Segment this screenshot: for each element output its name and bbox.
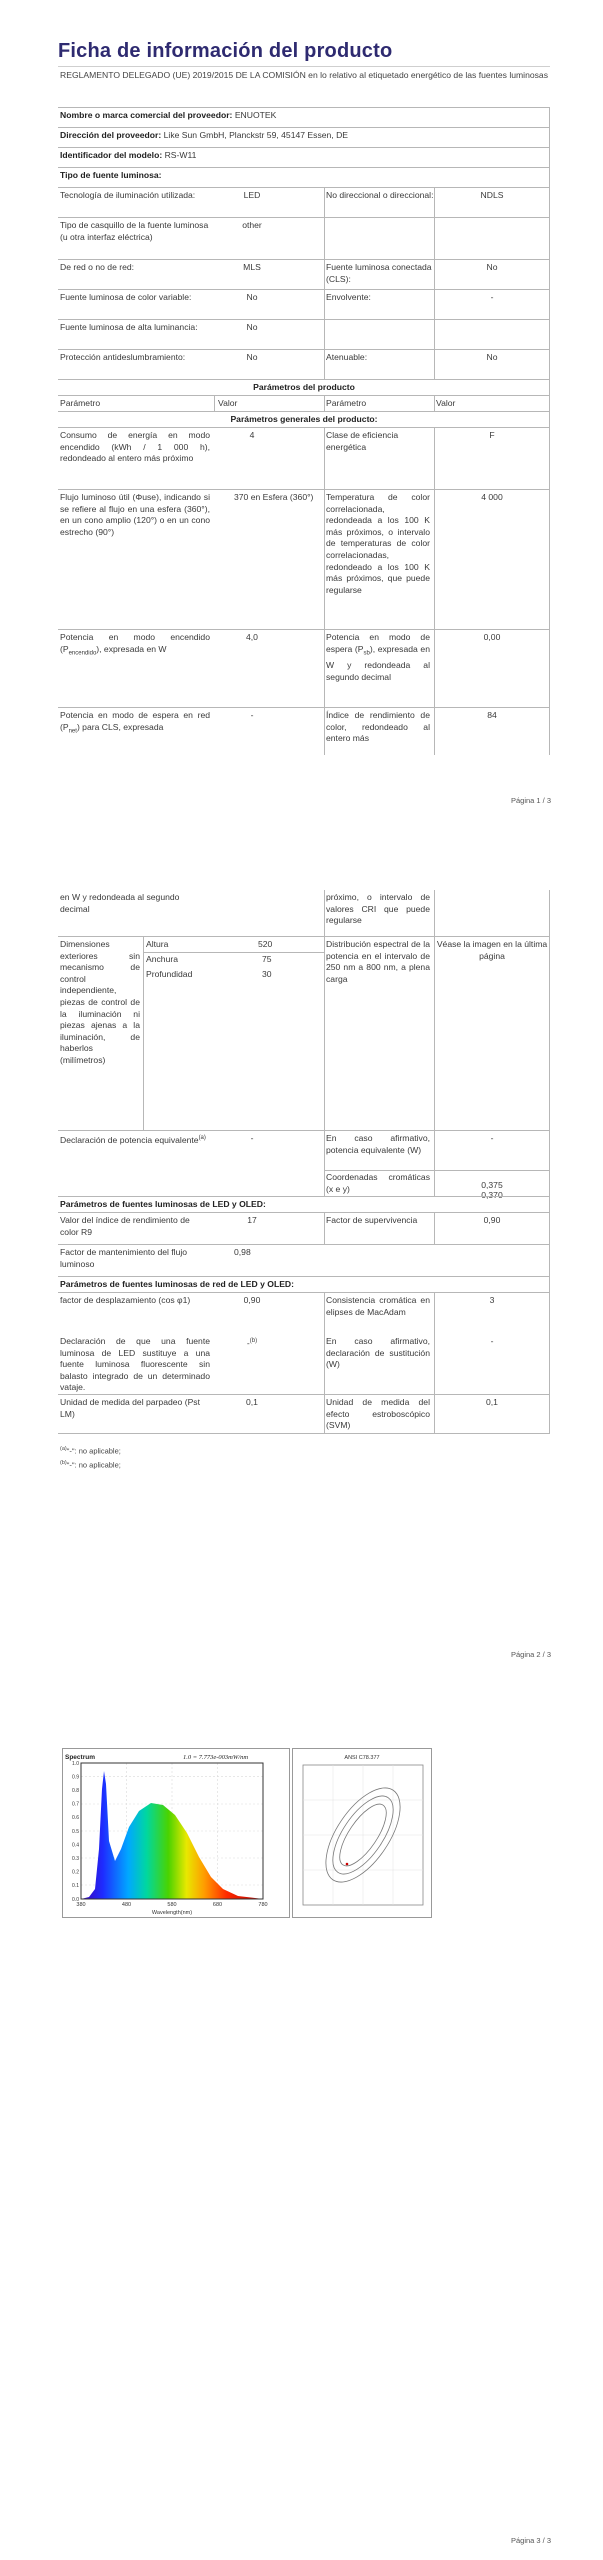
title-divider (58, 66, 550, 67)
regulation-text: REGLAMENTO DELEGADO (UE) 2019/2015 DE LA COMISIÓN en lo relativo al etiquetado energético de las fuentes luminosas (60, 70, 549, 80)
on-power-label-b: ), expresada en W (96, 643, 167, 654)
table-right-border (549, 107, 550, 755)
spectrum-x-ticks (76, 1902, 267, 1908)
on-power-label (60, 632, 210, 660)
column-divider (434, 1292, 435, 1434)
color-tunable-row (58, 289, 550, 319)
directional-label: No direccional o direccional: (326, 190, 434, 200)
color-tunable-value: No (246, 292, 258, 302)
on-power-label-a: Potencia en modo encendido (P (60, 632, 210, 654)
net-power-label-b: ) para CLS, expresada (76, 721, 164, 732)
column-divider (324, 187, 325, 379)
standby-power-value: 0,00 (483, 632, 501, 642)
cap-type-label (60, 220, 218, 243)
supplier-address-row (58, 127, 550, 147)
supplier-name-row (58, 107, 550, 127)
equivalent-power-w-value: - (490, 1133, 494, 1143)
technology-label: Tecnología de iluminación utilizada: (60, 190, 196, 200)
model-label: Identificador del modelo: (60, 150, 163, 160)
supplier-address-label: Dirección del proveedor: (60, 130, 162, 140)
efficiency-class-value: F (489, 430, 495, 440)
net-power-label (60, 710, 210, 738)
spectrum-formula: 1.0 = 7.773e-003mW/nm (183, 1754, 249, 1761)
footnote-b-mark: (b) (60, 1460, 67, 1466)
column-divider (214, 395, 215, 411)
flux-value: 370 en Esfera (360°) (234, 492, 314, 502)
equivalent-power-label-text: Declaración de potencia equivalente (60, 1134, 199, 1145)
y-tick-label: 0.1 (72, 1883, 79, 1890)
column-divider (324, 427, 325, 755)
footnote-a-text: "-": no aplicable; (66, 1446, 121, 1456)
led-header: Parámetros de fuentes luminosas de LED y OLED: (60, 1199, 266, 1209)
x-tick-label: 780 (258, 1902, 268, 1908)
displacement-row (58, 1292, 550, 1334)
cap-type-label-main: Tipo de casquillo de la fuente luminosa (60, 220, 209, 230)
width-label: Anchura (146, 954, 179, 964)
mains-led-header: Parámetros de fuentes luminosas de red de LED y OLED: (60, 1279, 295, 1289)
width-value: 75 (262, 954, 272, 964)
net-power-value: - (250, 710, 254, 720)
continued-row (58, 890, 550, 936)
chromaticity-diagram (292, 1748, 432, 1918)
mains-label: De red o no de red: (60, 262, 135, 272)
envelope-label: Envolvente: (326, 292, 371, 302)
maintenance-value: 0,98 (234, 1247, 251, 1257)
high-luminance-row (58, 319, 550, 349)
params-header: Parámetros del producto (253, 382, 355, 392)
page-number-1: Página 1 / 3 (510, 796, 551, 805)
column-divider (143, 937, 144, 1131)
spectrum-svg (63, 1749, 289, 1917)
mains-value: MLS (243, 262, 261, 272)
x-tick-label: 680 (212, 1902, 223, 1908)
chromaticity-row (58, 1170, 550, 1200)
page-3 (0, 1690, 603, 2560)
column-divider (434, 395, 435, 411)
r9-row (58, 1212, 550, 1244)
depth-label: Profundidad (146, 969, 193, 979)
spectral-distribution-value: Véase la imagen en la última página (436, 939, 548, 961)
color-consistency-label: Consistencia cromática en elipses de MacAdam (326, 1295, 430, 1317)
footnote-a (60, 1446, 121, 1456)
footnote-b-ref: (b) (249, 1338, 258, 1344)
footnote-a-mark: (a) (60, 1446, 67, 1452)
general-header: Parámetros generales del producto: (230, 414, 378, 424)
replacement-row (58, 1334, 550, 1394)
net-power-row (58, 707, 550, 755)
flicker-value: 0,1 (246, 1397, 258, 1407)
net-power-label-continued: en W y redondeada al segundo decimal (60, 892, 180, 914)
column-headers-row (58, 395, 550, 411)
cap-type-row (58, 217, 550, 259)
equivalent-power-value: - (250, 1133, 254, 1143)
net-power-label-sub: net (68, 728, 77, 735)
y-tick-label: 0.3 (72, 1856, 79, 1862)
model-row (58, 147, 550, 167)
anti-glare-row (58, 349, 550, 379)
y-tick-label: 0.9 (72, 1774, 79, 1781)
supplier-name-value: ENUOTEK (234, 110, 277, 120)
chromaticity-svg (293, 1749, 431, 1917)
mains-row (58, 259, 550, 289)
column-divider (434, 890, 435, 1196)
r9-label: Valor del índice de rendimiento de color R9 (60, 1215, 190, 1237)
technology-row (58, 187, 550, 217)
stroboscopic-value: 0,1 (486, 1397, 498, 1407)
dimensions-row (58, 936, 550, 1130)
net-power-label-a: Potencia en modo de espera en red (P (60, 710, 210, 732)
spectrum-chart (62, 1748, 290, 1918)
sub-row-divider (324, 1170, 550, 1171)
power-row (58, 629, 550, 707)
column-divider (324, 1212, 325, 1244)
cls-value: No (486, 262, 498, 272)
general-header-row (58, 411, 550, 427)
displacement-value: 0,90 (243, 1295, 261, 1305)
y-tick-label: 0.7 (72, 1801, 79, 1808)
supplier-name-label: Nombre o marca comercial del proveedor: (60, 110, 233, 120)
chromaticity-coords-label: Coordenadas cromáticas (x e y) (326, 1172, 430, 1194)
survival-factor-label: Factor de supervivencia (326, 1215, 418, 1225)
height-value: 520 (258, 939, 273, 949)
cap-type-label-sub: (u otra interfaz eléctrica) (60, 231, 153, 242)
col-param-2: Parámetro (326, 398, 367, 408)
energy-value: 4 (249, 430, 255, 440)
equivalent-power-w-label: En caso afirmativo, potencia equivalente (W) (326, 1133, 430, 1155)
column-divider (324, 395, 325, 411)
flicker-label: Unidad de medida del parpadeo (Pst LM) (60, 1397, 200, 1419)
technology-value: LED (243, 190, 261, 200)
column-divider (434, 427, 435, 755)
stroboscopic-label: Unidad de medida del efecto estroboscópico (SVM) (326, 1397, 430, 1431)
spectrum-y-ticks (72, 1761, 79, 1903)
standby-power-label-sub: sb (363, 650, 370, 657)
page-number-3: Página 3 / 3 (510, 2536, 551, 2545)
chromaticity-title: ANSI C78.377 (344, 1755, 380, 1761)
y-tick-label: 0.5 (72, 1828, 79, 1835)
survival-factor-value: 0,90 (483, 1215, 501, 1225)
chromaticity-x-value: 0,375 (481, 1180, 503, 1190)
col-param-1: Parámetro (60, 398, 101, 408)
y-tick-label: 0.2 (72, 1869, 79, 1876)
dimmable-value: No (486, 352, 498, 362)
anti-glare-value: No (246, 352, 258, 362)
flicker-row (58, 1394, 550, 1434)
x-tick-label: 580 (167, 1902, 177, 1908)
footnote-b (60, 1460, 121, 1470)
led-header-row (58, 1196, 550, 1212)
color-consistency-value: 3 (489, 1295, 495, 1305)
cct-label: Temperatura de color correlacionada, redondeada a los 100 K más próximos, o intervalo de temperaturas de color correlacionadas, redondeado a los 100 K más próximos, que puede regularse (326, 492, 430, 595)
model-value: RS-W11 (164, 150, 197, 160)
column-divider (434, 1212, 435, 1244)
high-luminance-value: No (246, 322, 258, 332)
mains-led-header-row (58, 1276, 550, 1292)
source-type-row (58, 167, 550, 187)
x-tick-label: 380 (76, 1902, 86, 1908)
on-power-label-sub: encendido (68, 650, 97, 657)
standby-power-label (326, 632, 430, 683)
table-right-border (549, 890, 550, 1434)
page-1 (0, 0, 603, 830)
maintenance-label: Factor de mantenimiento del flujo luminoso (60, 1247, 188, 1269)
cap-type-value: other (242, 220, 262, 230)
replacement-w-label: En caso afirmativo, declaración de sustitución (W) (326, 1336, 430, 1370)
dimmable-label: Atenuable: (326, 352, 368, 362)
displacement-label: factor de desplazamiento (cos φ1) (60, 1295, 191, 1305)
cls-label: Fuente luminosa conectada (CLS): (326, 262, 432, 284)
efficiency-class-label: Clase de eficiencia energética (326, 430, 399, 452)
replacement-value-text: - (246, 1337, 250, 1348)
y-tick-label: 1.0 (72, 1760, 79, 1767)
sub-row-divider (143, 952, 324, 953)
y-tick-label: 0.8 (72, 1788, 79, 1794)
energy-label: Consumo de energía en modo encendido (kWh / 1 000 h), redondeado al entero más próximo (60, 430, 210, 464)
column-divider (324, 1292, 325, 1434)
energy-row (58, 427, 550, 489)
cri-label-continued: próximo, o intervalo de valores CRI que puede regularse (326, 892, 430, 926)
source-type-label: Tipo de fuente luminosa: (60, 170, 162, 180)
spectral-distribution-label: Distribución espectral de la potencia en el intervalo de 250 nm a 800 nm, a plena carga (326, 939, 430, 984)
page-number-2: Página 2 / 3 (510, 1650, 551, 1659)
supplier-address-value: Like Sun GmbH, Planckstr 59, 45147 Essen, DE (163, 130, 349, 140)
cri-label: Índice de rendimiento de color, redondeado al entero más (326, 710, 430, 744)
replacement-w-value: - (490, 1336, 494, 1346)
cct-value: 4 000 (481, 492, 503, 502)
cri-value: 84 (487, 710, 497, 720)
params-header-row (58, 379, 550, 395)
document-title: Ficha de información del producto (58, 40, 393, 62)
col-value-2: Valor (436, 398, 456, 408)
height-label: Altura (146, 939, 169, 949)
measured-point (346, 1863, 349, 1866)
spectrum-title: Spectrum (65, 1754, 95, 1761)
dimensions-label: Dimensiones exteriores sin mecanismo de control independiente, piezas de control de la iluminación ni piezas ajenas a la iluminación, de haberlos (milímetros) (60, 939, 140, 1065)
chromaticity-y-value: 0,370 (481, 1190, 503, 1200)
col-value-1: Valor (218, 398, 238, 408)
y-tick-label: 0.6 (72, 1815, 79, 1822)
anti-glare-label: Protección antideslumbramiento: (60, 352, 186, 362)
footnote-a-ref: (a) (198, 1135, 206, 1141)
standby-power-label-a: Potencia en modo de espera (P (326, 632, 430, 654)
column-divider (434, 187, 435, 379)
equivalent-power-row (58, 1130, 550, 1170)
depth-value: 30 (262, 969, 272, 979)
column-divider (324, 890, 325, 1196)
flux-row (58, 489, 550, 629)
replacement-value (218, 1336, 286, 1349)
spectrum-x-label: Wavelength(nm) (151, 1910, 193, 1916)
high-luminance-label: Fuente luminosa de alta luminancia: (60, 322, 198, 332)
on-power-value: 4,0 (246, 632, 258, 642)
color-tunable-label: Fuente luminosa de color variable: (60, 292, 192, 302)
x-tick-label: 480 (121, 1902, 132, 1908)
standby-power-label-b: ), expresada en W y redondeada al segundo decimal (326, 643, 430, 682)
flux-label: Flujo luminoso útil (Φuse), indicando si se refiere al flujo en una esfera (360°), en un cono amplio (120°) o en un cono estrecho (90°) (60, 492, 210, 537)
y-tick-label: 0.4 (72, 1842, 79, 1849)
page-2 (0, 830, 603, 1690)
footnote-b-text: "-": no aplicable; (66, 1460, 121, 1470)
directional-value: NDLS (480, 190, 504, 200)
maintenance-row (58, 1244, 550, 1276)
envelope-value: - (490, 292, 494, 302)
y-tick-label: 0.0 (72, 1896, 79, 1903)
r9-value: 17 (247, 1215, 257, 1225)
equivalent-power-label (60, 1133, 210, 1146)
replacement-label: Declaración de que una fuente luminosa de LED sustituye a una fuente luminosa fluorescente sin balasto integrado de un determinado vataje. (60, 1336, 210, 1393)
